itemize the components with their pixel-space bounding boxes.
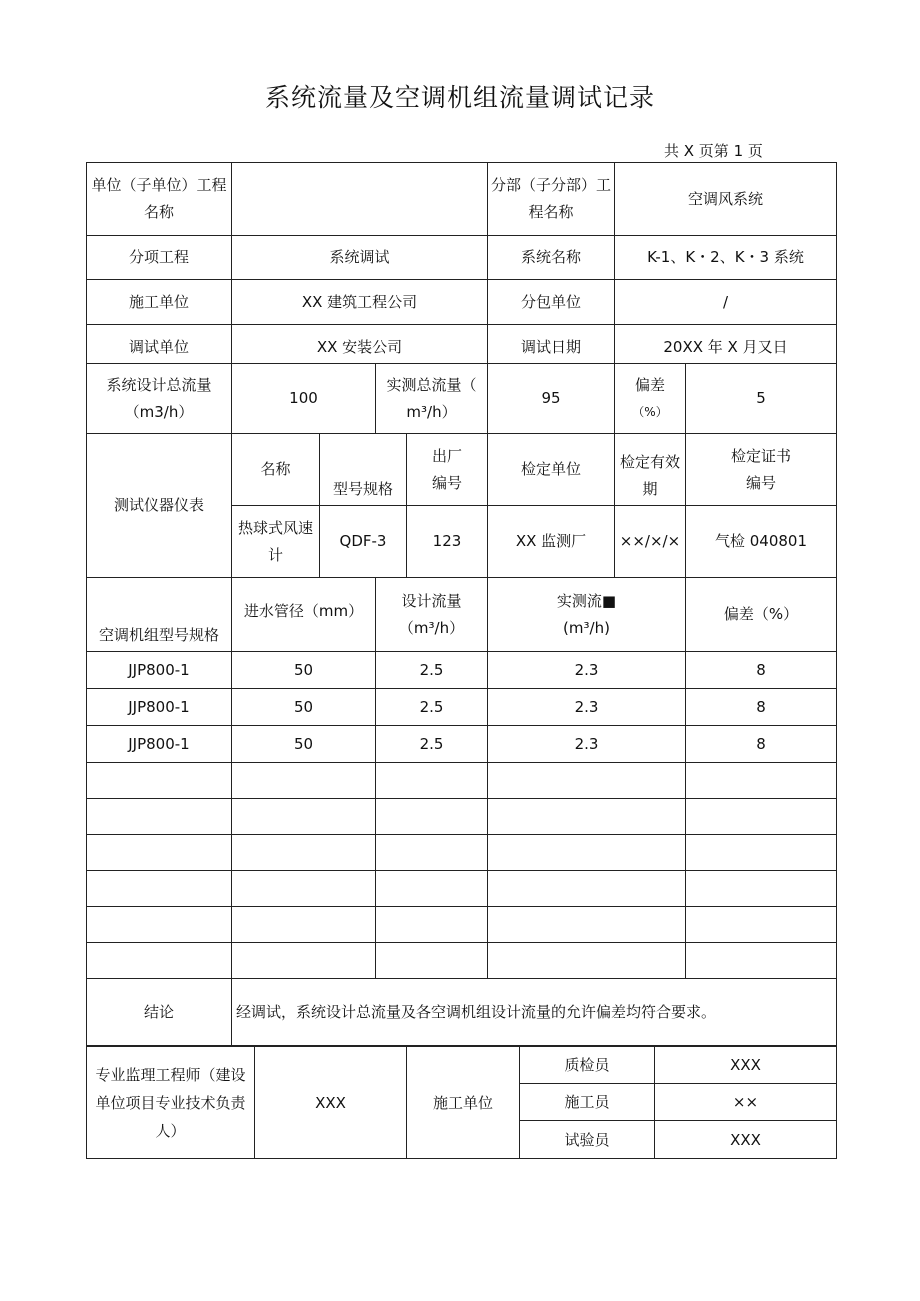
unit-model: JJP800-1 xyxy=(87,652,232,689)
unit-col-measured-b: (m³/h) xyxy=(563,618,610,637)
item-label: 分项工程 xyxy=(87,236,232,280)
unit-col-design-a: 设计流量 xyxy=(401,591,462,610)
system-name-label: 系统名称 xyxy=(488,236,615,280)
empty-row xyxy=(87,835,837,871)
empty-row xyxy=(87,763,837,799)
conclusion-label: 结论 xyxy=(87,979,232,1046)
unit-design: 2.5 xyxy=(376,689,488,726)
item-value: 系统调试 xyxy=(232,236,488,280)
measured-flow-label xyxy=(376,364,488,434)
record-table xyxy=(86,162,837,1046)
instr-cert: 气检 040801 xyxy=(686,506,837,578)
instr-name: 热球式风速计 xyxy=(232,506,320,578)
measured-flow-label-b: m³/h） xyxy=(406,402,457,421)
unit-name-label: 单位（子单位）工程名称 xyxy=(87,163,232,236)
empty-row xyxy=(87,871,837,907)
unit-deviation: 8 xyxy=(686,652,837,689)
unit-design: 2.5 xyxy=(376,652,488,689)
unit-measured: 2.3 xyxy=(488,689,686,726)
unit-deviation: 8 xyxy=(686,726,837,763)
unit-measured: 2.3 xyxy=(488,652,686,689)
tester-value: XX 安装公司 xyxy=(232,325,488,364)
conclusion-text: 经调试，系统设计总流量及各空调机组设计流量的允许偏差均符合要求。 xyxy=(232,979,837,1046)
unit-col-deviation: 偏差（%） xyxy=(686,578,837,652)
unit-col-pipe: 进水管径（mm） xyxy=(232,578,376,652)
measured-flow-label-a: 实测总流量（ xyxy=(386,375,477,394)
system-name-value: K-1、K・2、K・3 系统 xyxy=(615,236,837,280)
instr-serial: 123 xyxy=(407,506,488,578)
contractor-sign-label: 施工单位 xyxy=(407,1047,520,1159)
unit-col-design xyxy=(376,578,488,652)
instr-col-org: 检定单位 xyxy=(488,434,615,506)
design-flow-label: 系统设计总流量（m3/h） xyxy=(87,364,232,434)
deviation-value: 5 xyxy=(686,364,837,434)
test-staff-value: XXX xyxy=(655,1121,837,1159)
page-number: 共 X 页第 1 页 xyxy=(664,142,763,160)
table-row xyxy=(87,726,837,763)
instr-col-model: 型号规格 xyxy=(320,434,407,506)
test-date-value: 20XX 年 X 月又日 xyxy=(615,325,837,364)
instr-model: QDF-3 xyxy=(320,506,407,578)
instr-col-serial-b: 编号 xyxy=(431,473,462,492)
inspector-value: XXX xyxy=(655,1047,837,1084)
instr-col-cert xyxy=(686,434,837,506)
test-staff-label: 试验员 xyxy=(520,1121,655,1159)
design-flow-value: 100 xyxy=(232,364,376,434)
table-row xyxy=(87,689,837,726)
unit-measured: 2.3 xyxy=(488,726,686,763)
instr-col-valid: 检定有效期 xyxy=(615,434,686,506)
sub-project-label: 分部（子分部）工程名称 xyxy=(488,163,615,236)
instr-org: XX 监测厂 xyxy=(488,506,615,578)
contractor-label: 施工单位 xyxy=(87,280,232,325)
unit-col-measured xyxy=(488,578,686,652)
sub-project-value: 空调风系统 xyxy=(615,163,837,236)
tester-label: 调试单位 xyxy=(87,325,232,364)
page-title: 系统流量及空调机组流量调试记录 xyxy=(264,83,655,112)
unit-model: JJP800-1 xyxy=(87,689,232,726)
empty-row xyxy=(87,907,837,943)
empty-row xyxy=(87,799,837,835)
test-date-label: 调试日期 xyxy=(488,325,615,364)
instr-col-name: 名称 xyxy=(232,434,320,506)
worker-value: ×× xyxy=(655,1084,837,1121)
unit-col-measured-a: 实测流■ xyxy=(556,591,617,610)
unit-design: 2.5 xyxy=(376,726,488,763)
table-row xyxy=(87,652,837,689)
supervisor-label: 专业监理工程师（建设单位项目专业技术负责人） xyxy=(87,1047,255,1159)
instr-col-serial xyxy=(407,434,488,506)
deviation-label xyxy=(615,364,686,434)
subcontractor-value: / xyxy=(615,280,837,325)
empty-row xyxy=(87,943,837,979)
instr-col-cert-a: 检定证书 xyxy=(730,446,791,465)
contractor-value: XX 建筑工程公司 xyxy=(232,280,488,325)
supervisor-value: XXX xyxy=(255,1047,407,1159)
unit-pipe: 50 xyxy=(232,652,376,689)
unit-col-model: 空调机组型号规格 xyxy=(87,578,232,652)
unit-name-value xyxy=(232,163,488,236)
worker-label: 施工员 xyxy=(520,1084,655,1121)
unit-col-design-b: （m³/h） xyxy=(398,618,465,637)
inspector-label: 质检员 xyxy=(520,1047,655,1084)
unit-deviation: 8 xyxy=(686,689,837,726)
unit-model: JJP800-1 xyxy=(87,726,232,763)
instr-valid: ××/×/× xyxy=(615,506,686,578)
instr-col-serial-a: 出厂 xyxy=(431,446,462,465)
instruments-label: 测试仪器仪表 xyxy=(87,434,232,578)
deviation-label-a: 偏差 xyxy=(634,375,665,394)
measured-flow-value: 95 xyxy=(488,364,615,434)
signature-table xyxy=(86,1046,837,1159)
deviation-label-b: （%） xyxy=(632,404,668,419)
subcontractor-label: 分包单位 xyxy=(488,280,615,325)
unit-pipe: 50 xyxy=(232,726,376,763)
unit-pipe: 50 xyxy=(232,689,376,726)
instr-col-cert-b: 编号 xyxy=(745,473,776,492)
